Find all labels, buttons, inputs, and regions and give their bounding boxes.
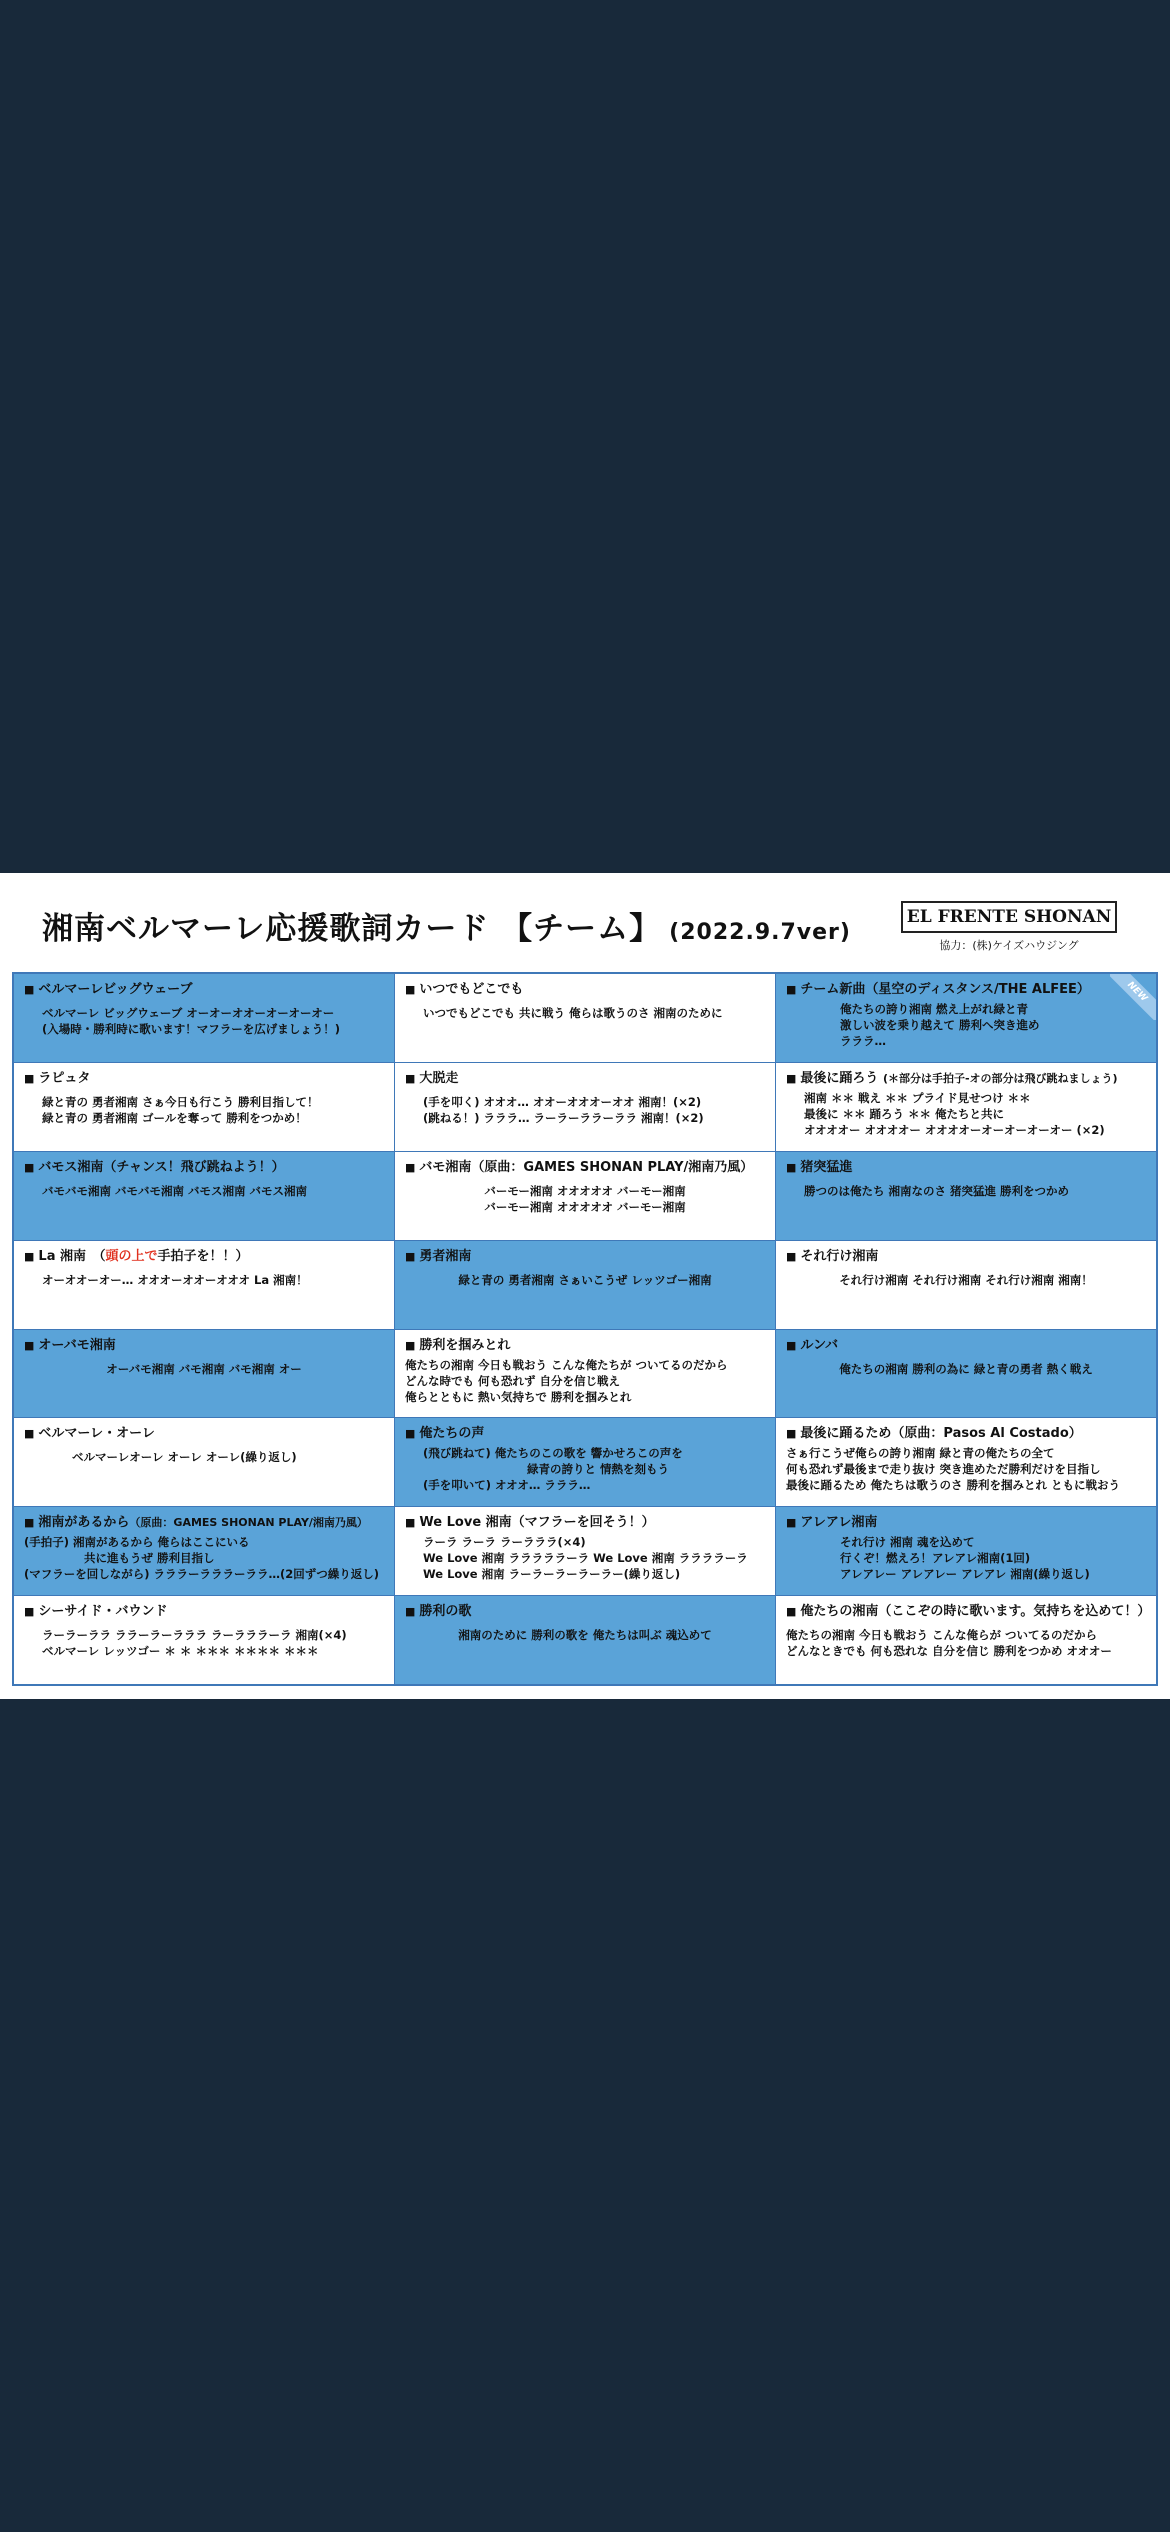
- lyric-line: 最後に踊るため 俺たちは歌うのさ 勝利を掴みとれ ともに戦おう: [786, 1478, 1121, 1493]
- lyric-line: どんな時でも 何も恐れず 自分を信じ戦え: [405, 1373, 621, 1388]
- page-title: 湘南ベルマーレ応援歌詞カード 【チーム】 (2022.9.7ver): [42, 911, 851, 947]
- lyric-line: 俺たちの湘南 今日も戦おう こんな俺らが ついてるのだから: [786, 1628, 1098, 1643]
- lyric-line: 緑と青の 勇者湘南 さぁいこうぜ レッツゴー湘南: [458, 1272, 712, 1287]
- lyric-line: 俺たちの誇り湘南 燃え上がれ緑と青: [840, 1002, 1029, 1016]
- song-cell-laputa: [14, 1063, 394, 1151]
- lyric-line: (跳ねる！) ラララ… ラーラーララーララ 湘南！(×2): [423, 1110, 704, 1125]
- song-title: ■ 勝利を掴みとれ: [405, 1337, 511, 1353]
- song-cell-vamo-shonan: [395, 1152, 775, 1240]
- sponsor-text: 協力：(株)ケイズハウジング: [939, 939, 1079, 952]
- song-cell-saigo-ni-odorou: [776, 1063, 1156, 1151]
- lyric-line: それ行け湘南 それ行け湘南 それ行け湘南 湘南！: [839, 1272, 1093, 1287]
- lyric-line: (手拍子) 湘南があるから 俺らはここにいる: [24, 1535, 250, 1550]
- lyric-line: (手を叩く) オオオ… オオーオオオーオオ 湘南！(×2): [423, 1094, 702, 1109]
- lyric-line: ベルマーレオーレ オーレ オーレ(繰り返し): [72, 1450, 297, 1465]
- lyric-line: We Love 湘南 ラララララーラ We Love 湘南 ララララーラ: [423, 1551, 748, 1566]
- song-title: ■ 大脱走: [405, 1070, 459, 1086]
- lyric-line: 湘南のために 勝利の歌を 俺たちは叫ぶ 魂込めて: [458, 1628, 712, 1643]
- lyric-line: オオオオー オオオオー オオオオーオーオーオーオー (×2): [804, 1122, 1105, 1137]
- lyric-line: 勝つのは俺たち 湘南なのさ 猪突猛進 勝利をつかめ: [804, 1183, 1070, 1198]
- lyric-line: 行くぞ！燃えろ！アレアレ湘南(1回): [840, 1551, 1031, 1566]
- song-title: ■ それ行け湘南: [786, 1248, 879, 1264]
- song-title: ■ 勇者湘南: [405, 1248, 472, 1264]
- new-badge: NEW: [1110, 974, 1156, 1020]
- song-title: ■ 最後に踊ろう (＊部分は手拍子-オの部分は飛び跳ねましょう): [786, 1070, 1118, 1086]
- lyric-line: さぁ行こうぜ俺らの誇り湘南 緑と青の俺たちの全て: [786, 1446, 1055, 1461]
- song-title: ■ 最後に踊るため（原曲：Pasos Al Costado）: [786, 1426, 1082, 1442]
- lyric-line: いつでもどこでも 共に戦う 俺らは歌うのさ 湘南のために: [423, 1006, 723, 1020]
- song-title: ■ シーサイド・バウンド: [24, 1604, 168, 1620]
- song-cell-yusha-shonan: [395, 1241, 775, 1329]
- lyric-line: We Love 湘南 ラーラーラーラーラー(繰り返し): [423, 1567, 681, 1582]
- lyric-line: バモバモ湘南 バモバモ湘南 バモス湘南 バモス湘南: [42, 1183, 308, 1198]
- song-cell-shori-no-uta: [395, 1596, 775, 1684]
- song-cell-soreyuke: [776, 1241, 1156, 1329]
- song-cell-shonan-ga-aru-kara: [14, 1507, 394, 1595]
- song-cell-are-are-shonan: [776, 1507, 1156, 1595]
- lyric-line: 緑と青の 勇者湘南 ゴールを奪って 勝利をつかめ！: [42, 1110, 307, 1125]
- song-title: ■ 湘南があるから（原曲：GAMES SHONAN PLAY/湘南乃風）: [24, 1515, 368, 1531]
- lyric-line: オーオオーオー… オオオーオオーオオオ La 湘南！: [42, 1272, 308, 1287]
- lyric-line: 共に進もうぜ 勝利目指し: [84, 1551, 215, 1566]
- song-title: ■ 勝利の歌: [405, 1604, 472, 1620]
- song-cell-o-vamo: [14, 1330, 394, 1418]
- song-title: ■ チーム新曲（星空のディスタンス/THE ALFEE）: [786, 982, 1090, 997]
- lyric-line: 緑青の誇りと 情熱を刻もう: [527, 1462, 670, 1477]
- lyric-line: バーモー湘南 オオオオオ バーモー湘南: [484, 1199, 686, 1214]
- song-cell-oretachi-no-koe: [395, 1418, 775, 1506]
- lyric-line: ベルマーレ レッツゴー ＊ ＊ ＊＊＊ ＊＊＊＊ ＊＊＊: [42, 1644, 319, 1659]
- song-title: ■ We Love 湘南（マフラーを回そう！）: [405, 1515, 655, 1531]
- lyric-line: 俺らとともに 熱い気持ちで 勝利を掴みとれ: [405, 1389, 632, 1404]
- song-title: ■ 俺たちの湘南（ここぞの時に歌います。気持ちを込めて！）: [786, 1604, 1151, 1620]
- lyric-line: 俺たちの湘南 今日も戦おう こんな俺たちが ついてるのだから: [405, 1357, 728, 1372]
- song-cell-saigo-ni-odoru-tame: [776, 1418, 1156, 1506]
- lyric-line: それ行け 湘南 魂を込めて: [840, 1535, 975, 1550]
- song-title: ■ ベルマーレ・オーレ: [24, 1426, 155, 1442]
- version-date: (2022.9.7ver): [669, 920, 851, 945]
- lyric-line: 緑と青の 勇者湘南 さぁ今日も行こう 勝利目指して！: [42, 1094, 319, 1109]
- song-title: ■ 猪突猛進: [786, 1159, 853, 1175]
- song-title: ■ ラピュタ: [24, 1070, 91, 1086]
- song-cell-great-escape: [395, 1063, 775, 1151]
- lyric-line: ラーラ ラーラ ラーラララ(×4): [423, 1535, 586, 1550]
- song-title: ■ ベルマーレビッグウェーブ: [24, 982, 193, 997]
- lyric-line: 何も恐れず最後まで走り抜け 突き進めただ勝利だけを目指し: [786, 1462, 1101, 1477]
- song-title: ■ バモ湘南（原曲：GAMES SHONAN PLAY/湘南乃風）: [405, 1159, 754, 1175]
- lyric-line: (入場時・勝利時に歌います！マフラーを広げましょう！): [42, 1022, 341, 1036]
- lyrics-card: [0, 873, 1170, 1699]
- lyric-line: (手を叩いて) オオオ… ラララ…: [423, 1478, 591, 1493]
- lyric-line: バーモー湘南 オオオオオ バーモー湘南: [484, 1183, 686, 1198]
- card-header: [0, 873, 1170, 969]
- lyric-line: ラーラーララ ララーラーラララ ラーラララーラ 湘南(×4): [42, 1628, 347, 1643]
- lyric-line: ラララ…: [840, 1034, 886, 1048]
- song-title: ■ 俺たちの声: [405, 1426, 485, 1442]
- song-cell-shori-wo-tsukame: [395, 1330, 775, 1418]
- lyric-line: ベルマーレ ビッグウェーブ オーオーオオーオーオーオー: [42, 1006, 335, 1020]
- brand-logo: EL FRENTE SHONAN: [901, 901, 1117, 933]
- song-title: ■ いつでもどこでも: [405, 982, 524, 997]
- song-cell-we-love-shonan: [395, 1507, 775, 1595]
- lyric-line: (マフラーを回しながら) ラララーラララーララ…(2回ずつ繰り返し): [24, 1567, 380, 1582]
- song-cell-chototsu: [776, 1152, 1156, 1240]
- lyric-line: 湘南 ＊＊ 戦え ＊＊ プライド見せつけ ＊＊: [804, 1090, 1031, 1105]
- lyric-line: (飛び跳ねて) 俺たちのこの歌を 響かせろこの声を: [423, 1446, 683, 1461]
- song-title: ■ ルンバ: [786, 1337, 839, 1353]
- song-cell-vamos-shonan: [14, 1152, 394, 1240]
- lyric-line: 俺たちの湘南 勝利の為に 緑と青の勇者 熱く戦え: [839, 1361, 1093, 1376]
- song-cell-oretachi-no-shonan: [776, 1596, 1156, 1684]
- song-cell-bellmare-ole: [14, 1418, 394, 1506]
- lyric-line: 最後に ＊＊ 踊ろう ＊＊ 俺たちと共に: [804, 1106, 1005, 1121]
- song-title: ■ オーバモ湘南: [24, 1337, 116, 1353]
- song-cell-itsudemo: [395, 974, 775, 1062]
- song-grid: [12, 972, 1158, 1686]
- song-cell-bigwave: [14, 974, 394, 1062]
- lyric-line: 激しい波を乗り越えて 勝利へ突き進め: [840, 1018, 1040, 1032]
- lyric-line: オーバモ湘南 バモ湘南 バモ湘南 オー: [106, 1361, 302, 1376]
- song-cell-rumba: [776, 1330, 1156, 1418]
- song-title: ■ バモス湘南（チャンス！飛び跳ねよう！）: [24, 1159, 285, 1175]
- song-title: ■ La 湘南 （頭の上で手拍子を！！）: [24, 1248, 249, 1264]
- song-cell-new-team-song: [776, 974, 1156, 1062]
- lyric-line: アレアレー アレアレー アレアレ 湘南(繰り返し): [840, 1567, 1090, 1582]
- song-title: ■ アレアレ湘南: [786, 1515, 878, 1531]
- song-cell-la-shonan: [14, 1241, 394, 1329]
- song-cell-seaside-bound: [14, 1596, 394, 1684]
- lyric-line: どんなときでも 何も恐れな 自分を信じ 勝利をつかめ オオオー: [786, 1644, 1112, 1659]
